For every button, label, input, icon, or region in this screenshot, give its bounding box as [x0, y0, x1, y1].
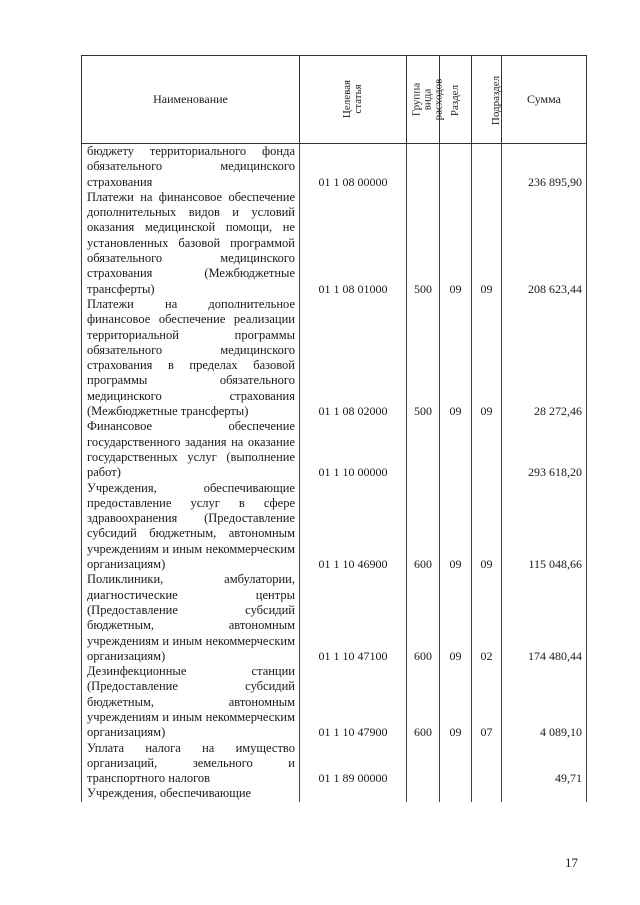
row-section [440, 144, 472, 190]
row-subsection [472, 786, 502, 801]
row-section [440, 741, 472, 787]
row-target: 01 1 10 47100 [300, 572, 407, 664]
row-name: Платежи на дополнительное финансовое обеспечение реализации территориальной программы обязательного медицинского страхования в пределах базовой программы обязательного медицинского страхования (Межбюджетные трансферты) [82, 297, 300, 419]
row-name: Финансовое обеспечение государственного задания на оказание государственных услуг (выполнение работ) [82, 419, 300, 480]
row-group: 500 [407, 297, 440, 419]
table-row [82, 572, 587, 664]
row-section [440, 786, 472, 801]
row-subsection: 09 [472, 297, 502, 419]
budget-table [81, 55, 587, 802]
table-row [82, 297, 587, 419]
row-sum: 293 618,20 [502, 419, 587, 480]
row-name: Поликлиники, амбулатории, диагностические центры (Предоставление субсидий бюджетным, автономным учреждениям и иным некоммерческим организациям) [82, 572, 300, 664]
row-group: 600 [407, 481, 440, 573]
table-row [82, 419, 587, 480]
row-name: Уплата налога на имущество организаций, земельного и транспортного налогов [82, 741, 300, 787]
row-sum: 236 895,90 [502, 144, 587, 190]
row-target: 01 1 08 01000 [300, 190, 407, 297]
row-sum: 208 623,44 [502, 190, 587, 297]
row-sum: 115 048,66 [502, 481, 587, 573]
row-subsection: 09 [472, 481, 502, 573]
row-group [407, 419, 440, 480]
row-sum: 49,71 [502, 741, 587, 787]
row-subsection [472, 144, 502, 190]
row-name: Учреждения, обеспечивающие [82, 786, 300, 801]
table-header-row [82, 56, 587, 144]
header-name: Наименование [82, 56, 300, 144]
row-subsection: 07 [472, 664, 502, 740]
row-name: бюджету территориального фонда обязательного медицинского страхования [82, 144, 300, 190]
row-group [407, 786, 440, 801]
row-group: 600 [407, 664, 440, 740]
row-subsection [472, 741, 502, 787]
row-name: Учреждения, обеспечивающие предоставление услуг в сфере здравоохранения (Предоставление субсидий бюджетным, автономным учреждениям и иным некоммерческим организациям) [82, 481, 300, 573]
table-row [82, 190, 587, 297]
row-name: Платежи на финансовое обеспечение дополнительных видов и условий оказания медицинской помощи, не установленных базовой программой обязательного медицинского страхования (Межбюджетные трансферты) [82, 190, 300, 297]
row-group [407, 741, 440, 787]
header-section: Раздел [440, 56, 472, 144]
table-row [82, 786, 587, 801]
row-target [300, 786, 407, 801]
table-row [82, 144, 587, 190]
row-subsection: 09 [472, 190, 502, 297]
header-group: Группа вида расходов [407, 56, 440, 144]
table-row [82, 664, 587, 740]
row-target: 01 1 89 00000 [300, 741, 407, 787]
table-row [82, 741, 587, 787]
header-sum: Сумма [502, 56, 587, 144]
row-target: 01 1 10 00000 [300, 419, 407, 480]
row-sum [502, 786, 587, 801]
row-subsection: 02 [472, 572, 502, 664]
row-group [407, 144, 440, 190]
header-subsection: Подраздел [472, 56, 502, 144]
row-group: 500 [407, 190, 440, 297]
row-target: 01 1 08 00000 [300, 144, 407, 190]
row-section: 09 [440, 572, 472, 664]
row-section: 09 [440, 664, 472, 740]
page-number: 17 [565, 855, 578, 870]
row-section [440, 419, 472, 480]
row-sum: 4 089,10 [502, 664, 587, 740]
row-section: 09 [440, 190, 472, 297]
row-section: 09 [440, 297, 472, 419]
row-target: 01 1 10 47900 [300, 664, 407, 740]
row-target: 01 1 08 02000 [300, 297, 407, 419]
row-name: Дезинфекционные станции (Предоставление субсидий бюджетным, автономным учреждениям и иным некоммерческим организациям) [82, 664, 300, 740]
header-target: Целевая статья [300, 56, 407, 144]
table-row [82, 481, 587, 573]
row-subsection [472, 419, 502, 480]
row-sum: 174 480,44 [502, 572, 587, 664]
row-target: 01 1 10 46900 [300, 481, 407, 573]
row-section: 09 [440, 481, 472, 573]
row-sum: 28 272,46 [502, 297, 587, 419]
row-group: 600 [407, 572, 440, 664]
